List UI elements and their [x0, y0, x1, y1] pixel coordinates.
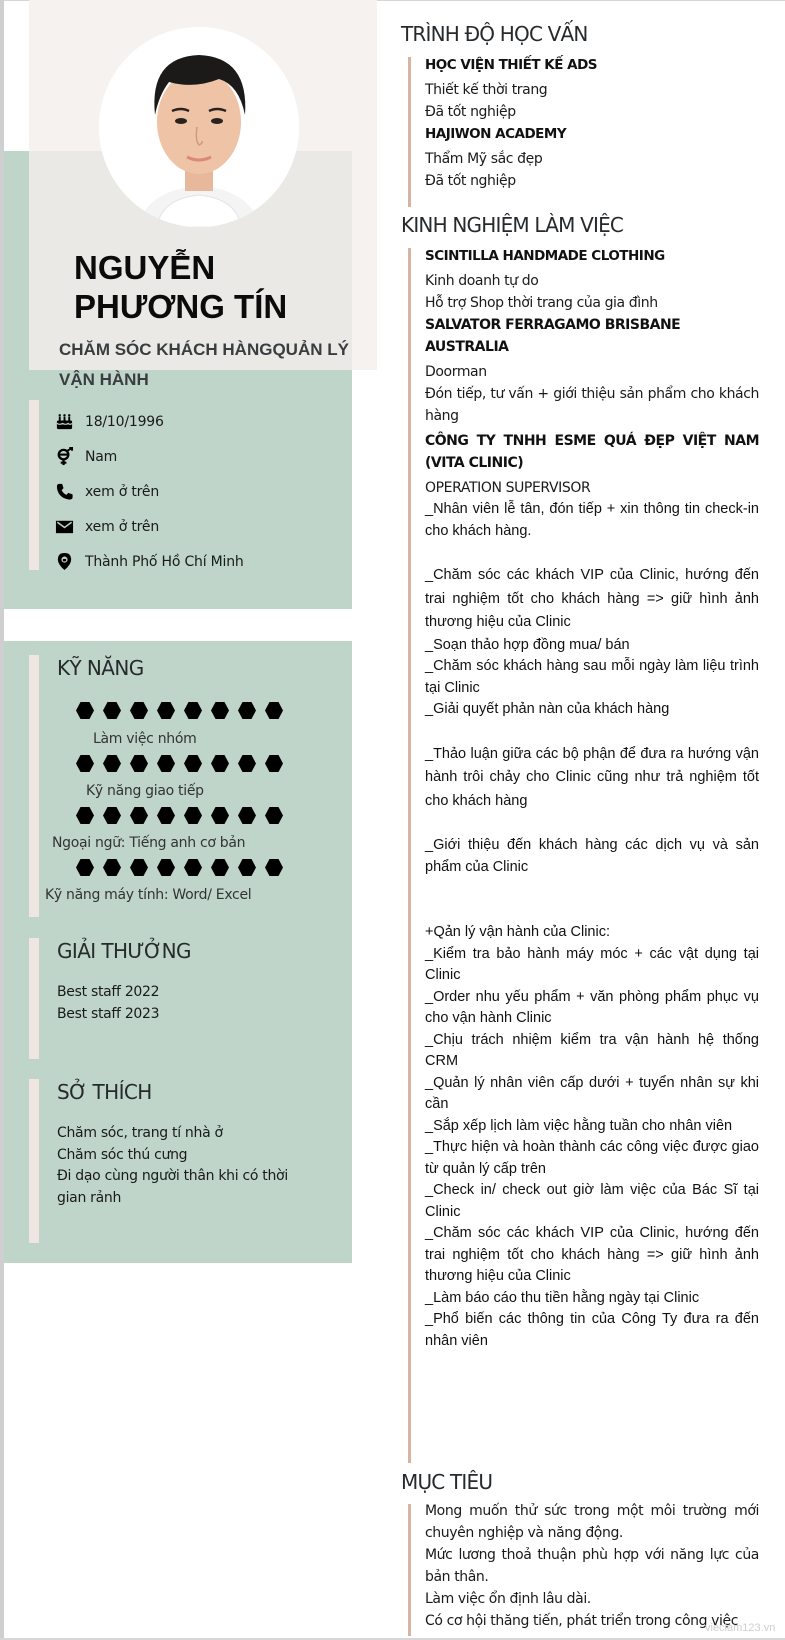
experience-list — [425, 245, 759, 1352]
experience-detail: _Chăm sóc khách hàng sau mỗi ngày làm liệu trình tại Clinic — [425, 658, 759, 696]
skill-rating — [76, 807, 283, 824]
experience-title: KINH NGHIỆM LÀM VIỆC — [401, 213, 624, 237]
experience-detail: _Sắp xếp lịch làm việc hằng tuần cho nhân viên — [425, 1117, 733, 1134]
rating-hexagon-icon — [238, 755, 256, 772]
rating-hexagon-icon — [130, 859, 148, 876]
experience-company: SCINTILLA HANDMADE CLOTHING — [425, 248, 665, 264]
experience-detail: _Làm báo cáo thu tiền hằng ngày tại Clinic — [425, 1289, 700, 1306]
rating-hexagon-icon — [157, 807, 175, 824]
location-pin-icon — [54, 552, 74, 572]
hobbies-list — [57, 1123, 319, 1209]
avatar — [99, 27, 299, 227]
experience-detail: Đón tiếp, tư vấn + giới thiệu sản phẩm cho khách hàng — [425, 386, 759, 424]
spacer — [425, 878, 759, 900]
rating-hexagon-icon — [211, 859, 229, 876]
education-title: TRÌNH ĐỘ HỌC VẤN — [401, 22, 588, 46]
contact-list — [54, 404, 344, 579]
rating-hexagon-icon — [103, 755, 121, 772]
rating-hexagon-icon — [157, 702, 175, 719]
skills-accent-bar — [29, 655, 39, 917]
experience-detail: _Nhân viên lễ tân, đón tiếp + xin thông tin check-in cho khách hàng. — [425, 501, 759, 539]
hobby-item: Đi dạo cùng người thân khi có thời gian rảnh — [57, 1168, 288, 1206]
rating-hexagon-icon — [76, 807, 94, 824]
rating-hexagon-icon — [211, 755, 229, 772]
spacer — [425, 813, 759, 835]
rating-hexagon-icon — [238, 859, 256, 876]
rating-hexagon-icon — [103, 859, 121, 876]
gender-icon — [54, 447, 74, 467]
contact-birthday — [54, 404, 344, 439]
contact-value: xem ở trên — [85, 518, 159, 535]
contact-location — [54, 544, 344, 579]
rating-hexagon-icon — [157, 755, 175, 772]
experience-position: Doorman — [425, 364, 487, 380]
candidate-name: NGUYỄN PHƯƠNG TÍN — [74, 249, 288, 325]
rating-hexagon-icon — [76, 859, 94, 876]
experience-detail: _Phổ biến các thông tin của Công Ty đưa ra đến nhân viên — [425, 1311, 759, 1349]
candidate-role: CHĂM SÓC KHÁCH HÀNGQUẢN LÝ VẬN HÀNH — [59, 340, 349, 389]
objective-title: MỤC TIÊU — [401, 1470, 493, 1494]
phone-icon — [54, 482, 74, 502]
experience-position: OPERATION SUPERVISOR — [425, 480, 591, 496]
rating-hexagon-icon — [130, 755, 148, 772]
experience-detail: _Thảo luận giữa các bộ phận để đưa ra hướng vận hành trôi chảy cho Clinic cũng như trả nghiệm tốt cho khách hàng — [425, 745, 759, 809]
skill-rating — [76, 702, 283, 719]
rating-hexagon-icon — [184, 859, 202, 876]
experience-detail: Hỗ trợ Shop thời trang của gia đình — [425, 295, 658, 311]
objective-item: Mong muốn thử sức trong một môi trường mới chuyên nghiệp và năng động. — [425, 1503, 759, 1541]
rating-hexagon-icon — [76, 702, 94, 719]
contact-value: Nam — [85, 448, 118, 465]
rating-hexagon-icon — [238, 702, 256, 719]
rating-hexagon-icon — [184, 755, 202, 772]
rating-hexagon-icon — [130, 702, 148, 719]
education-major: Thẩm Mỹ sắc đẹp — [425, 151, 543, 167]
objective-item: Mức lương thoả thuận phù hợp với năng lực của bản thân. — [425, 1547, 759, 1585]
education-status: Đã tốt nghiệp — [425, 104, 516, 120]
hobbies-title: SỞ THÍCH — [57, 1080, 152, 1104]
skill-rating — [76, 859, 283, 876]
awards-list — [57, 982, 317, 1025]
education-school: HAJIWON ACADEMY — [425, 126, 567, 142]
rating-hexagon-icon — [265, 702, 283, 719]
experience-detail: _Order nhu yếu phẩm + văn phòng phẩm phục vụ cho vận hành Clinic — [425, 988, 759, 1026]
rating-hexagon-icon — [157, 859, 175, 876]
education-accent-bar — [408, 57, 411, 207]
spacer — [425, 721, 759, 743]
experience-detail: +Qản lý vận hành của Clinic: — [425, 924, 610, 940]
watermark: vieclam123.vn — [705, 1622, 776, 1634]
rating-hexagon-icon — [130, 807, 148, 824]
contact-value: xem ở trên — [85, 483, 159, 500]
rating-hexagon-icon — [265, 807, 283, 824]
experience-position: Kinh doanh tự do — [425, 273, 539, 289]
objective-list — [425, 1500, 759, 1632]
skill-rating — [76, 755, 283, 772]
experience-detail: _Chịu trách nhiệm kiểm tra vận hành hệ thống CRM — [425, 1031, 759, 1069]
spacer — [425, 542, 759, 564]
award-item: Best staff 2023 — [57, 1005, 160, 1022]
contact-phone — [54, 474, 344, 509]
skill-label: Làm việc nhóm — [93, 731, 197, 747]
skills-title: KỸ NĂNG — [57, 656, 144, 680]
experience-detail: _Giải quyết phản nàn của khách hàng — [425, 701, 670, 717]
awards-title: GIẢI THƯỞNG — [57, 939, 191, 963]
contact-accent-bar — [29, 400, 39, 570]
experience-company: SALVATOR FERRAGAMO BRISBANE AUSTRALIA — [425, 317, 681, 355]
experience-detail: _Giới thiệu đến khách hàng các dịch vụ và sản phẩm của Clinic — [425, 837, 759, 875]
contact-value: Thành Phố Hồ Chí Minh — [85, 553, 244, 570]
awards-accent-bar — [29, 938, 39, 1059]
experience-detail: _Chăm sóc các khách VIP của Clinic, hướng đến trai nghiệm tốt cho khách hàng => giữ hình ảnh thương hiệu của Clinic — [425, 567, 759, 630]
rating-hexagon-icon — [211, 807, 229, 824]
contact-value: 18/10/1996 — [85, 413, 164, 430]
contact-email — [54, 509, 344, 544]
rating-hexagon-icon — [265, 755, 283, 772]
hobbies-accent-bar — [29, 1079, 39, 1243]
hobby-item: Chăm sóc, trang tí nhà ở — [57, 1125, 223, 1141]
education-school: HỌC VIỆN THIẾT KẾ ADS — [425, 57, 597, 73]
spacer — [425, 900, 759, 922]
skill-label: Ngoại ngữ: Tiếng anh cơ bản — [52, 835, 246, 851]
rating-hexagon-icon — [211, 702, 229, 719]
education-status: Đã tốt nghiệp — [425, 173, 516, 189]
email-icon — [54, 517, 74, 537]
portrait-photo-icon — [99, 27, 299, 227]
skill-label: Kỹ năng máy tính: Word/ Excel — [45, 887, 252, 903]
experience-detail: _Thực hiện và hoàn thành các công việc được giao từ quản lý cấp trên — [425, 1139, 759, 1177]
experience-company: CÔNG TY TNHH ESME QUÁ ĐẸP VIỆT NAM (VITA CLINIC) — [425, 433, 759, 471]
objective-item: Có cơ hội thăng tiến, phát triển trong công việc — [425, 1613, 739, 1629]
experience-detail: _Quản lý nhân viên cấp dưới + tuyển nhân sự khi cần — [425, 1074, 759, 1112]
skill-label: Kỹ năng giao tiếp — [86, 783, 204, 799]
rating-hexagon-icon — [265, 859, 283, 876]
experience-accent-bar — [408, 248, 411, 1463]
contact-gender — [54, 439, 344, 474]
rating-hexagon-icon — [103, 702, 121, 719]
rating-hexagon-icon — [184, 702, 202, 719]
objective-accent-bar — [408, 1504, 411, 1636]
education-list — [425, 54, 759, 192]
experience-detail: _Chăm sóc các khách VIP của Clinic, hướng đến trai nghiệm tốt cho khách hàng => giữ hình ảnh thương hiệu của Clinic — [425, 1225, 759, 1284]
objective-item: Làm việc ổn định lâu dài. — [425, 1591, 591, 1607]
birthday-cake-icon — [54, 412, 74, 432]
education-major: Thiết kế thời trang — [425, 82, 548, 98]
experience-detail: _Check in/ check out giờ làm việc của Bác Sĩ tại Clinic — [425, 1182, 759, 1220]
award-item: Best staff 2022 — [57, 984, 160, 1000]
hobby-item: Chăm sóc thú cưng — [57, 1146, 188, 1163]
experience-detail: _Soạn thảo hợp đồng mua/ bán — [425, 636, 630, 653]
rating-hexagon-icon — [76, 755, 94, 772]
rating-hexagon-icon — [103, 807, 121, 824]
rating-hexagon-icon — [238, 807, 256, 824]
experience-detail: _Kiểm tra bảo hành máy móc + các vật dụng tại Clinic — [425, 945, 759, 983]
rating-hexagon-icon — [184, 807, 202, 824]
